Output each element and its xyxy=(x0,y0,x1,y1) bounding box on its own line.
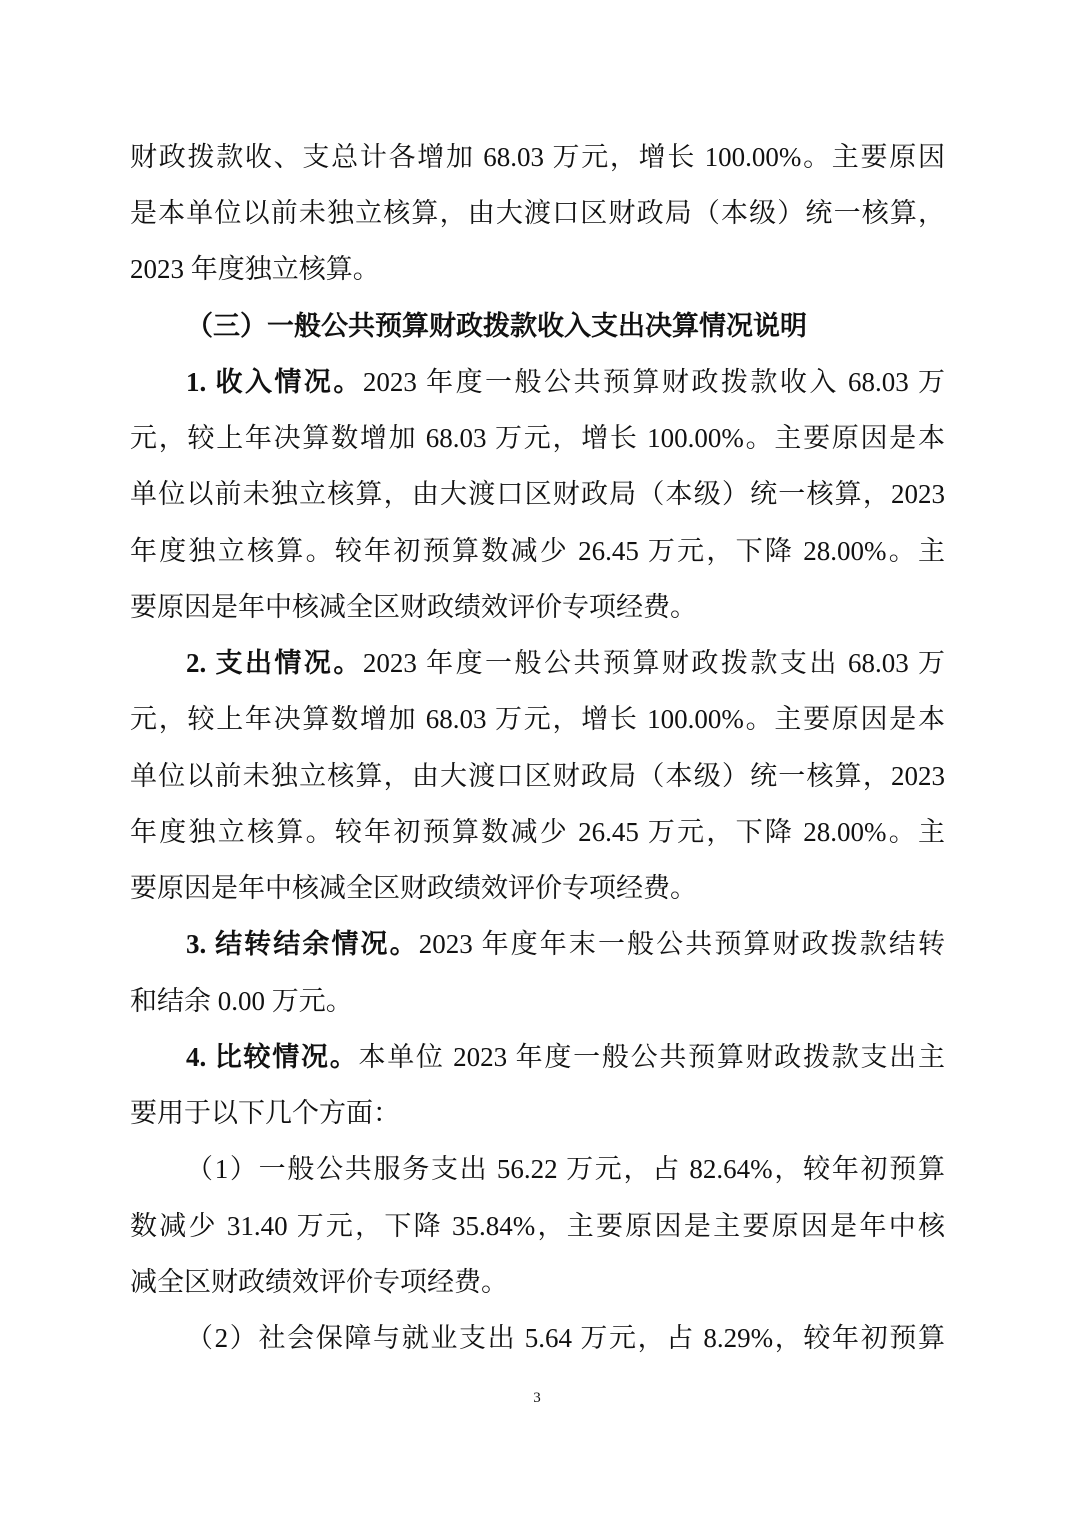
paragraph-line: 财政拨款收、支总计各增加 68.03 万元，增长 100.00%。主要原因 xyxy=(130,142,945,172)
paragraph-line: 要原因是年中核减全区财政绩效评价专项经费。 xyxy=(130,873,697,903)
paragraph-label: 2. 支出情况。 xyxy=(186,648,363,678)
page-number: 3 xyxy=(533,1390,541,1406)
paragraph-line: （2）社会保障与就业支出 5.64 万元，占 8.29%，较年初预算 xyxy=(186,1323,945,1353)
paragraph-line: 年度独立核算。较年初预算数减少 26.45 万元，下降 28.00%。主 xyxy=(130,536,945,566)
paragraph-line: 是本单位以前未独立核算，由大渡口区财政局（本级）统一核算， xyxy=(130,198,945,228)
paragraph-line: 元，较上年决算数增加 68.03 万元，增长 100.00%。主要原因是本 xyxy=(130,423,945,453)
paragraph-line xyxy=(186,354,945,410)
paragraph-line: 和结余 0.00 万元。 xyxy=(130,986,353,1016)
paragraph-label: 1. 收入情况。 xyxy=(186,367,363,397)
paragraph-line: 单位以前未独立核算，由大渡口区财政局（本级）统一核算，2023 xyxy=(130,479,945,509)
paragraph-line: 要用于以下几个方面： xyxy=(130,1098,400,1128)
line-text: 本单位 2023 年度一般公共预算财政拨款支出主 xyxy=(358,1042,946,1072)
paragraph-line: 减全区财政绩效评价专项经费。 xyxy=(130,1267,508,1297)
paragraph-line xyxy=(186,1029,945,1085)
paragraph-line: 单位以前未独立核算，由大渡口区财政局（本级）统一核算，2023 xyxy=(130,761,945,791)
paragraph-label: 4. 比较情况。 xyxy=(186,1042,359,1072)
line-text: 2023 年度一般公共预算财政拨款收入 68.03 万 xyxy=(362,367,946,397)
paragraph-label: 3. 结转结余情况。 xyxy=(186,929,419,959)
paragraph-line xyxy=(186,916,945,972)
line-text: 2023 年度一般公共预算财政拨款支出 68.03 万 xyxy=(362,648,946,678)
paragraph-line xyxy=(186,635,945,691)
paragraph-line: 数减少 31.40 万元，下降 35.84%，主要原因是主要原因是年中核 xyxy=(130,1211,945,1241)
paragraph-line: 要原因是年中核减全区财政绩效评价专项经费。 xyxy=(130,592,697,622)
paragraph-line: 元，较上年决算数增加 68.03 万元，增长 100.00%。主要原因是本 xyxy=(130,704,945,734)
paragraph-line: 年度独立核算。较年初预算数减少 26.45 万元，下降 28.00%。主 xyxy=(130,817,945,847)
paragraph-line: 2023 年度独立核算。 xyxy=(130,254,380,284)
paragraph-line: （1）一般公共服务支出 56.22 万元，占 82.64%，较年初预算 xyxy=(186,1154,945,1184)
section-heading: （三）一般公共预算财政拨款收入支出决算情况说明 xyxy=(186,311,807,341)
line-text: 2023 年度年末一般公共预算财政拨款结转 xyxy=(418,929,945,959)
